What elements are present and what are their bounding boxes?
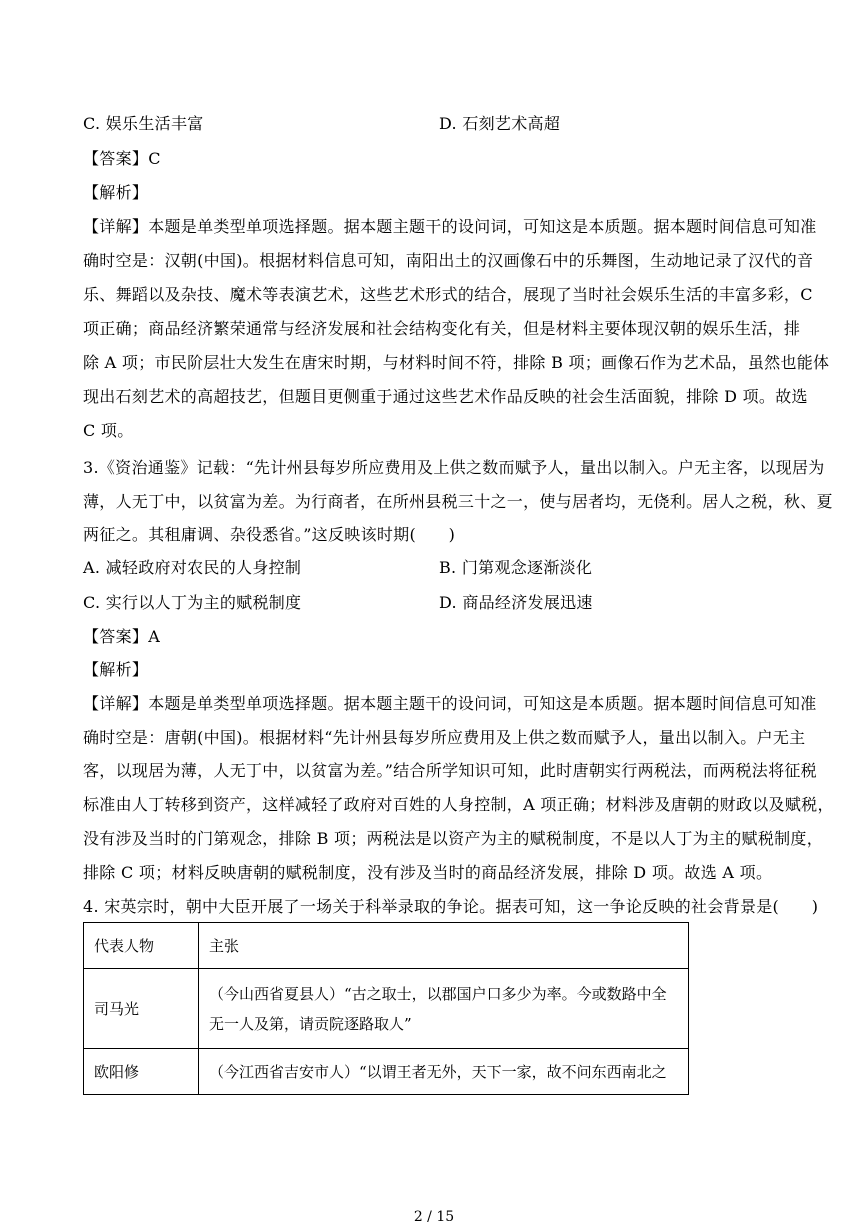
q3-stem-line: 薄，人无丁中，以贫富为差。为行商者，在所州县税三十之一，使与居者均，无侥利。居人之税，秋、夏	[83, 492, 833, 511]
q2-answer: 【答案】C	[83, 149, 161, 168]
q2-option-d: D. 石刻艺术高超	[439, 114, 561, 133]
q3-explanation-line: 标准由人丁转移到资产，这样减轻了政府对百姓的人身控制，A 项正确；材料涉及唐朝的财政以及赋税，	[83, 795, 834, 814]
q2-explanation-line: 确时空是：汉朝(中国)。根据材料信息可知，南阳出土的汉画像石中的乐舞图，生动地记录了汉代的音	[83, 251, 814, 270]
table-cell-opinion	[199, 969, 689, 1049]
page-number: 2 / 15	[413, 1209, 455, 1225]
q2-explanation-line: 现出石刻艺术的高超技艺，但题目更侧重于通过这些艺术作品反映的社会生活面貌，排除 D 项。故选	[83, 387, 808, 406]
q3-option-a: A. 减轻政府对农民的人身控制	[83, 558, 302, 577]
q3-analysis-label: 【解析】	[83, 660, 149, 679]
table-cell-opinion	[199, 1049, 689, 1095]
q3-option-d: D. 商品经济发展迅速	[439, 593, 593, 612]
q4-stem: 4. 宋英宗时，朝中大臣开展了一场关于科举录取的争论。据表可知，这一争论反映的社会背景是( )	[83, 897, 819, 916]
q2-explanation-line: 【详解】本题是单类型单项选择题。据本题主题干的设问词，可知这是本质题。据本题时间信息可知准	[83, 217, 817, 236]
q2-explanation-line: 乐、舞蹈以及杂技、魔术等表演艺术，这些艺术形式的结合，展现了当时社会娱乐生活的丰富多彩，C	[83, 285, 813, 304]
opinion-text: （今山西省夏县人）“古之取士，以郡国户口多少为率。今或数路中全无一人及第，请贡院逐路取人”	[209, 984, 667, 1033]
q3-option-b: B. 门第观念逐渐淡化	[439, 558, 593, 577]
table-row	[84, 1049, 689, 1095]
table-header-row	[84, 923, 689, 969]
q3-stem-line: 两征之。其租庸调、杂役悉省。”这反映该时期( )	[83, 525, 456, 544]
q2-explanation-line: 除 A 项；市民阶层壮大发生在唐宋时期，与材料时间不符，排除 B 项；画像石作为艺术品，虽然也能体	[83, 353, 830, 372]
q2-option-c: C. 娱乐生活丰富	[83, 114, 204, 133]
q3-option-c: C. 实行以人丁为主的赋税制度	[83, 593, 302, 612]
q3-answer: 【答案】A	[83, 627, 161, 646]
q3-explanation-line: 排除 C 项；材料反映唐朝的赋税制度，没有涉及当时的商品经济发展，排除 D 项。故选 A 项。	[83, 863, 773, 882]
q3-explanation-line: 确时空是：唐朝(中国)。根据材料“先计州县每岁所应费用及上供之数而赋予人，量出以制入。户无主	[83, 728, 806, 747]
table-cell-person: 司马光	[84, 969, 199, 1049]
q2-explanation-line: 项正确；商品经济繁荣通常与经济发展和社会结构变化有关，但是材料主要体现汉朝的娱乐生活，排	[83, 319, 801, 338]
q3-stem-line: 3.《资治通鉴》记载：“先计州县每岁所应费用及上供之数而赋予人，量出以制入。户无主客，以现居为	[83, 458, 825, 477]
opinion-text: （今江西省吉安市人）“以谓王者无外，天下一家，故不问东西南北之	[209, 1062, 667, 1081]
table-cell-person: 欧阳修	[84, 1049, 199, 1095]
table-header-cell: 代表人物	[84, 923, 199, 969]
q3-explanation-line: 【详解】本题是单类型单项选择题。据本题主题干的设问词，可知这是本质题。据本题时间信息可知准	[83, 694, 817, 713]
q3-explanation-line: 客，以现居为薄，人无丁中，以贫富为差。”结合所学知识可知，此时唐朝实行两税法，而两税法将征税	[83, 761, 817, 780]
table-header-cell: 主张	[199, 923, 689, 969]
table-row	[84, 969, 689, 1049]
q4-table	[83, 922, 689, 1095]
q3-explanation-line: 没有涉及当时的门第观念，排除 B 项；两税法是以资产为主的赋税制度，不是以人丁为主的赋税制度，	[83, 829, 824, 848]
q2-explanation-line: C 项。	[83, 421, 134, 440]
q2-analysis-label: 【解析】	[83, 183, 149, 202]
